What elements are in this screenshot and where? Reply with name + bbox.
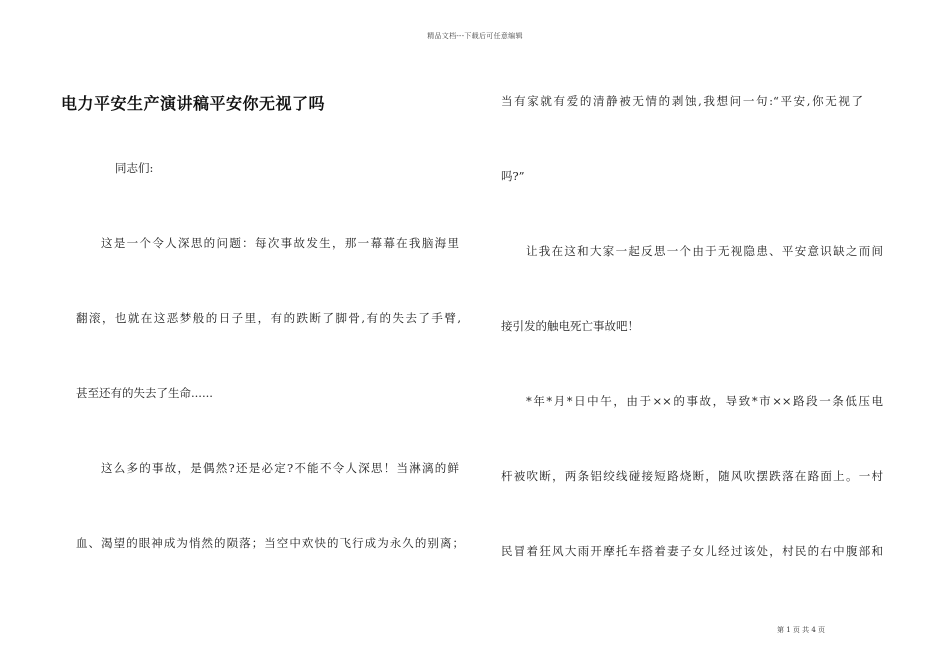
paragraph-line: 甚至还有的失去了生命...... [76, 386, 213, 400]
paragraph-line: 翻滚，也就在这恶梦般的日子里，有的跌断了脚骨,有的失去了手臂, [76, 311, 461, 325]
document-title: 电力平安生产演讲稿平安你无视了吗 [61, 94, 326, 113]
paragraph-line: 吗?” [501, 169, 525, 183]
page-number-indicator: 第 1 页 共 4 页 [777, 626, 826, 634]
paragraph-line: 同志们: [115, 161, 154, 175]
paragraph-line: 这么多的事故，是偶然?还是必定?不能不令人深思！当淋漓的鲜 [101, 461, 459, 475]
paragraph-line: 杆被吹断，两条铝绞线碰接短路烧断，随风吹摆跌落在路面上。一村 [501, 469, 883, 483]
paragraph-line: 民冒着狂风大雨开摩托车搭着妻子女儿经过该处，村民的右中腹部和 [501, 544, 883, 558]
page-header-note: 精品文档---下载后可任意编辑 [427, 32, 523, 40]
paragraph-line: 血、渴望的眼神成为悄然的陨落；当空中欢快的飞行成为永久的别离； [76, 536, 464, 550]
paragraph-line: 接引发的触电死亡事故吧！ [501, 319, 639, 333]
paragraph-line: 这是一个令人深思的问题：每次事故发生，那一幕幕在我脑海里 [101, 236, 459, 250]
paragraph-line: *年*月*日中午，由于××的事故，导致*市××路段一条低压电 [526, 394, 883, 408]
paragraph-line: 让我在这和大家一起反思一个由于无视隐患、平安意识缺之而间 [526, 244, 883, 258]
paragraph-line: 当有家就有爱的清静被无情的剥蚀,我想问一句:“平安,你无视了 [501, 94, 863, 108]
